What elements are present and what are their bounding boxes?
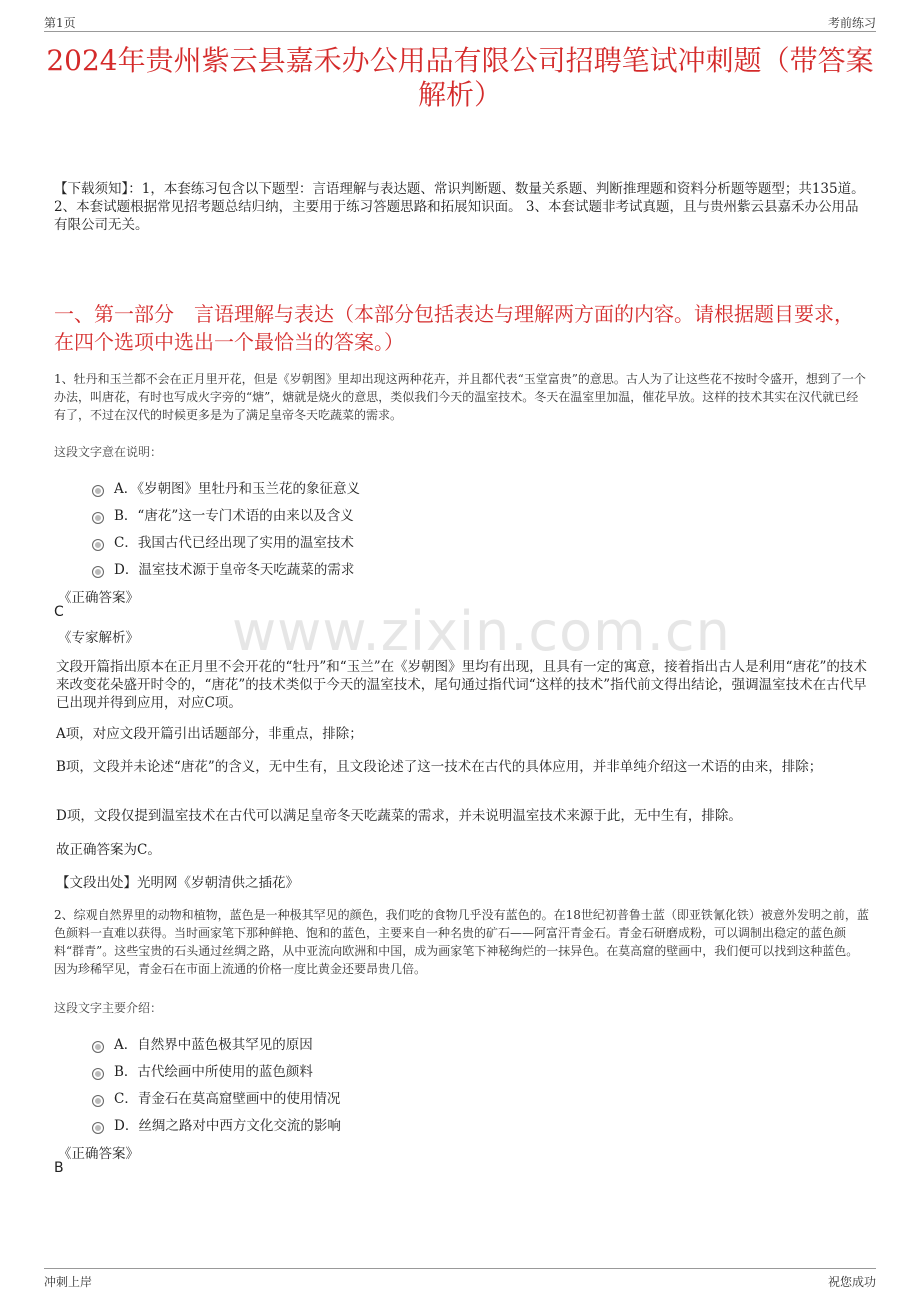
question-2-prompt: 这段文字主要介绍： (54, 1001, 163, 1015)
radio-icon[interactable] (92, 1068, 104, 1080)
radio-icon[interactable] (92, 1041, 104, 1053)
radio-icon[interactable] (92, 512, 104, 524)
question-1-answer: C (54, 604, 64, 620)
question-2-answer-label: 《正确答案》 (58, 1146, 139, 1162)
question-2-option-a[interactable]: A．自然界中蓝色极其罕见的原因 (92, 1033, 313, 1053)
question-2-stem: 2、综观自然界里的动物和植物，蓝色是一种极其罕见的颜色，我们吃的食物几乎没有蓝色的。在18世纪初普鲁士蓝（即亚铁氰化铁）被意外发明之前，蓝色颜料一直难以获得。当时画家笔下那种鲜艳、饱和的蓝色，主要来自一种名贵的矿石——阿富汗青金石。青金石研磨成粉，可以调制出稳定的蓝色颜料“群青”。这些宝贵的石头通过丝绸之路，从中亚流向欧洲和中国，成为画家笔下神秘绚烂的一抹异色。在莫高窟的壁画中，我们便可以找到这种蓝色。因为珍稀罕见，青金石在市面上流通的价格一度比黄金还要昂贵几倍。 (54, 908, 869, 976)
question-1-analysis-label: 《专家解析》 (58, 630, 139, 646)
radio-icon[interactable] (92, 539, 104, 551)
download-notice: 【下载须知】：1，本套练习包含以下题型：言语理解与表达题、常识判断题、数量关系题、判断推理题和资料分析题等题型；共135道。 2、本套试题根据常见招考题总结归纳，主要用于练习答题思路和拓展知识面。 3、本套试题非考试真题，且与贵州紫云县嘉禾办公用品有限公司无关。 (54, 181, 865, 233)
question-1-answer-label: 《正确答案》 (58, 590, 139, 606)
question-2-option-d[interactable]: D．丝绸之路对中西方文化交流的影响 (92, 1114, 341, 1134)
question-1-option-b[interactable]: B．“唐花”这一专门术语的由来以及含义 (92, 504, 354, 524)
question-2-option-b[interactable]: B．古代绘画中所使用的蓝色颜料 (92, 1060, 313, 1080)
watermark: www.zixin.com.cn (232, 600, 731, 663)
footer-right: 祝您成功 (827, 1275, 876, 1289)
question-1-source: 【文段出处】光明网《岁朝清供之插花》 (56, 875, 299, 891)
question-1-option-c[interactable]: C．我国古代已经出现了实用的温室技术 (92, 531, 354, 551)
radio-icon[interactable] (92, 1122, 104, 1134)
header-tag: 考前练习 (827, 16, 876, 30)
footer-divider (44, 1268, 876, 1269)
question-1-analysis-d: D项，文段仅提到温室技术在古代可以满足皇帝冬天吃蔬菜的需求，并未说明温室技术来源于此，无中生有，排除。 (56, 808, 742, 824)
question-2-answer: B (54, 1160, 64, 1176)
header-divider (44, 31, 876, 32)
question-1-option-a[interactable]: A．《岁朝图》里牡丹和玉兰花的象征意义 (92, 477, 360, 497)
question-1-prompt: 这段文字意在说明： (54, 445, 163, 459)
document-title: 2024年贵州紫云县嘉禾办公用品有限公司招聘笔试冲刺题（带答案解析） (46, 44, 874, 111)
section-heading: 一、第一部分 言语理解与表达（本部分包括表达与理解两方面的内容。请根据题目要求，在四个选项中选出一个最恰当的答案。） (54, 302, 854, 354)
radio-icon[interactable] (92, 485, 104, 497)
question-1-stem: 1、牡丹和玉兰都不会在正月里开花，但是《岁朝图》里却出现这两种花卉，并且都代表“玉堂富贵”的意思。古人为了让这些花不按时令盛开，想到了一个办法，叫唐花，有时也写成火字旁的“煻”，煻就是烧火的意思，类似我们今天的温室技术。冬天在温室里加温，催花早放。这样的技术其实在汉代就已经有了，不过在汉代的时候更多是为了满足皇帝冬天吃蔬菜的需求。 (54, 372, 866, 422)
radio-icon[interactable] (92, 1095, 104, 1107)
radio-icon[interactable] (92, 566, 104, 578)
footer-left: 冲刺上岸 (44, 1275, 93, 1289)
question-1-analysis-a: A项，对应文段开篇引出话题部分，非重点，排除； (56, 726, 363, 742)
question-1-analysis-summary: 文段开篇指出原本在正月里不会开花的“牡丹”和“玉兰”在《岁朝图》里均有出现，且具有一定的寓意，接着指出古人是利用“唐花”的技术来改变花朵盛开时令的，“唐花”的技术类似于今天的温室技术，尾句通过指代词“这样的技术”指代前文得出结论，强调温室技术在古代早已出现并得到应用，对应C项。 (56, 659, 867, 711)
page-number: 第1页 (44, 16, 76, 30)
question-1-conclusion: 故正确答案为C。 (56, 842, 161, 858)
question-2-option-c[interactable]: C．青金石在莫高窟壁画中的使用情况 (92, 1087, 340, 1107)
question-1-analysis-b: B项，文段并未论述“唐花”的含义，无中生有，且文段论述了这一技术在古代的具体应用，并非单纯介绍这一术语的由来，排除； (56, 759, 823, 775)
question-1-option-d[interactable]: D．温室技术源于皇帝冬天吃蔬菜的需求 (92, 558, 354, 578)
